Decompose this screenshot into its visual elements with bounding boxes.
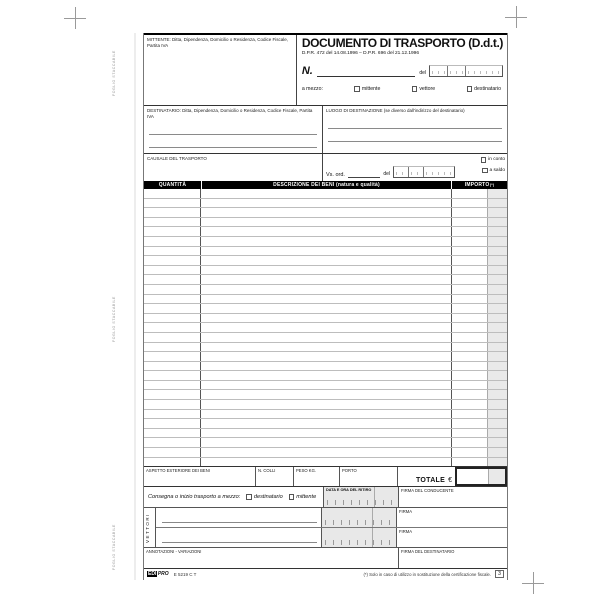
amount-cents-cell — [488, 352, 507, 361]
quantity-cell — [144, 438, 201, 447]
amount-cell — [452, 218, 488, 227]
amount-cents-cell — [488, 237, 507, 246]
by-means-option-label: vettore — [419, 86, 436, 92]
order-row — [326, 166, 455, 178]
option-label: a saldo — [489, 167, 505, 173]
brand-logo-suffix: PRO — [157, 571, 169, 577]
quantity-cell — [144, 333, 201, 342]
amount-header — [452, 181, 507, 189]
amount-cents-cell — [488, 227, 507, 236]
amount-cents-cell — [488, 208, 507, 217]
date-tick-marks — [325, 520, 393, 525]
quantity-cell — [144, 429, 201, 438]
quantity-cell — [144, 247, 201, 256]
goods-table-row — [144, 429, 507, 439]
amount-cell — [452, 362, 488, 371]
amount-cents-cell — [488, 189, 507, 198]
by-means-option-label: mittente — [361, 86, 381, 92]
checkbox-icon — [246, 494, 252, 500]
goods-table-row — [144, 314, 507, 324]
amount-cents-cell — [488, 266, 507, 275]
quantity-cell — [144, 227, 201, 236]
quantity-cell — [144, 237, 201, 246]
packages-cell — [256, 467, 294, 486]
goods-table-row — [144, 371, 507, 381]
transport-reason-box — [144, 154, 323, 181]
goods-table-row — [144, 352, 507, 362]
description-cell — [201, 218, 452, 227]
delivery-option-mittente — [289, 494, 316, 500]
quantity-cell — [144, 266, 201, 275]
amount-cell — [452, 438, 488, 447]
goods-table-row — [144, 304, 507, 314]
carrier-signature-cell — [396, 528, 507, 547]
annotations-cell — [144, 548, 398, 568]
brand-logo: EDI — [148, 571, 157, 577]
by-means-label: a mezzo: — [301, 86, 323, 92]
quantity-cell — [144, 419, 201, 428]
amount-cents-cell — [488, 304, 507, 313]
goods-table-row — [144, 189, 507, 199]
amount-cents-cell — [488, 199, 507, 208]
goods-table-row — [144, 333, 507, 343]
annotations-label: ANNOTAZIONI - VARIAZIONI — [146, 549, 202, 554]
description-cell — [201, 400, 452, 409]
recipient-signature-label: FIRMA DEL DESTINATARIO — [401, 549, 455, 554]
description-header: DESCRIZIONE DEI BENI (natura e qualità) — [202, 181, 451, 189]
fold-mark-text: FOGLIO STACCABILE — [112, 296, 116, 342]
description-cell — [201, 333, 452, 342]
amount-cents-cell — [488, 247, 507, 256]
pickup-datetime-label: DATA E ORA DEL RITIRO — [326, 488, 372, 492]
quantity-cell — [144, 448, 201, 457]
total-label-cell — [398, 467, 455, 486]
amount-cents-cell — [488, 285, 507, 294]
amount-cell — [452, 208, 488, 217]
write-line — [149, 134, 317, 135]
date-tick-marks — [325, 540, 393, 545]
amount-cell — [452, 256, 488, 265]
carrier-name-area — [156, 528, 321, 547]
carrier-signature-label: FIRMA — [399, 529, 413, 534]
description-cell — [201, 323, 452, 332]
description-cell — [201, 390, 452, 399]
product-code: E 5219 C T — [173, 571, 197, 577]
amount-cents-cell — [488, 323, 507, 332]
carriers-label: VETTORI — [145, 513, 150, 543]
document-header-box — [297, 35, 507, 105]
document-number-line — [317, 67, 415, 77]
goods-table-row — [144, 343, 507, 353]
quantity-cell — [144, 400, 201, 409]
goods-table-row — [144, 458, 507, 467]
description-cell — [201, 314, 452, 323]
by-means-option-destinatario — [467, 86, 501, 92]
header-section — [144, 33, 507, 106]
amount-cell — [452, 189, 488, 198]
footnote: (*) Solo in caso di utilizzo in sostituzione della certificazione fiscale. — [363, 571, 491, 577]
crop-mark-bottom-right — [522, 572, 544, 594]
description-cell — [201, 199, 452, 208]
option-a-saldo — [482, 168, 505, 174]
quantity-cell — [144, 390, 201, 399]
amount-cents-cell — [488, 390, 507, 399]
copy-number-box: 3 — [495, 570, 504, 578]
appearance-label: ASPETTO ESTERIORE DEI BENI — [146, 468, 210, 473]
crop-mark-top-right — [505, 6, 527, 28]
amount-cell — [452, 227, 488, 236]
publisher-brand — [147, 571, 196, 577]
write-line — [162, 522, 317, 523]
amount-cell — [452, 381, 488, 390]
summary-section — [144, 467, 507, 487]
amount-cell — [452, 458, 488, 467]
pickup-datetime-cell — [323, 487, 398, 507]
goods-table-row — [144, 390, 507, 400]
amount-cell — [452, 429, 488, 438]
document-date-label: del — [419, 70, 426, 76]
amount-cell — [452, 448, 488, 457]
payment-options — [481, 157, 505, 173]
order-date-box — [393, 166, 455, 178]
amount-cell — [452, 371, 488, 380]
date-cell-year — [424, 167, 454, 177]
goods-table-row — [144, 381, 507, 391]
amount-cents-cell — [488, 256, 507, 265]
checkbox-icon — [354, 86, 360, 92]
amount-cents-cell — [488, 448, 507, 457]
appearance-cell — [144, 467, 256, 486]
sender-label: MITTENTE: Ditta, Dipendenza, Domicilio o Residenza, Codice Fiscale, Partita IVA — [147, 37, 289, 48]
perforation-line — [134, 33, 136, 580]
amount-cents-cell — [488, 400, 507, 409]
description-cell — [201, 352, 452, 361]
carriers-strip — [144, 508, 156, 547]
amount-header-label: IMPORTO — [464, 182, 490, 188]
form-footer — [144, 569, 507, 579]
amount-cell — [452, 352, 488, 361]
transport-document-form — [143, 33, 508, 580]
carrier-signature-cell — [396, 508, 507, 527]
description-cell — [201, 208, 452, 217]
pickup-datetime-cell — [321, 508, 396, 527]
total-amount-main — [457, 469, 488, 484]
amount-cents-cell — [488, 295, 507, 304]
quantity-cell — [144, 314, 201, 323]
goods-table-row — [144, 266, 507, 276]
document-number-label: N. — [301, 65, 313, 77]
annotations-section — [144, 548, 507, 569]
checkbox-icon — [289, 494, 295, 500]
amount-cents-cell — [488, 275, 507, 284]
total-label: TOTALE — [415, 477, 446, 484]
description-cell — [201, 381, 452, 390]
write-line — [328, 128, 502, 129]
amount-cell — [452, 266, 488, 275]
goods-table-row — [144, 400, 507, 410]
carrier-name-area — [156, 508, 321, 527]
quantity-cell — [144, 371, 201, 380]
quantity-cell — [144, 199, 201, 208]
quantity-cell — [144, 285, 201, 294]
amount-cell — [452, 285, 488, 294]
carrier-signature-label: FIRMA — [399, 509, 413, 514]
quantity-cell — [144, 458, 201, 467]
write-line — [328, 141, 502, 142]
by-means-option-label: destinatario — [474, 86, 501, 92]
checkbox-icon — [467, 86, 473, 92]
amount-cell — [452, 275, 488, 284]
checkbox-icon — [482, 168, 488, 174]
quantity-cell — [144, 362, 201, 371]
goods-table-row — [144, 247, 507, 257]
option-in-conto — [481, 157, 505, 163]
description-cell — [201, 438, 452, 447]
goods-table-row — [144, 237, 507, 247]
driver-signature-label: FIRMA DEL CONDUCENTE — [401, 488, 454, 493]
document-title: DOCUMENTO DI TRASPORTO (D.d.t.) — [301, 36, 503, 50]
goods-table-row — [144, 295, 507, 305]
weight-cell — [294, 467, 340, 486]
order-box — [323, 154, 507, 181]
carrier-row — [156, 528, 507, 547]
goods-table-row — [144, 218, 507, 228]
destination-box — [323, 106, 507, 153]
description-cell — [201, 448, 452, 457]
checkbox-icon — [412, 86, 418, 92]
goods-table-row — [144, 256, 507, 266]
delivery-label: Consegna o inizio trasporto a mezzo: — [148, 494, 241, 500]
write-line — [162, 542, 317, 543]
goods-table-row — [144, 419, 507, 429]
carriers-rows — [156, 508, 507, 547]
amount-cell — [452, 410, 488, 419]
date-cell-month — [409, 167, 424, 177]
amount-cell — [452, 237, 488, 246]
quantity-cell — [144, 256, 201, 265]
option-label: in conto — [488, 157, 505, 163]
amount-cents-cell — [488, 343, 507, 352]
recipient-signature-cell — [398, 548, 507, 568]
amount-cell — [452, 390, 488, 399]
law-references: D.P.R. 472 del 14.08.1996 – D.P.R. 696 del 21.12.1996 — [301, 51, 420, 56]
delivery-means-row — [144, 487, 323, 507]
document-number-row — [302, 63, 503, 77]
description-cell — [201, 237, 452, 246]
goods-table-row — [144, 410, 507, 420]
quantity-cell — [144, 275, 201, 284]
total-amount-box — [455, 467, 507, 486]
date-cell-day — [430, 66, 448, 76]
amount-cents-cell — [488, 458, 507, 467]
description-cell — [201, 371, 452, 380]
packages-label: N. COLLI — [258, 468, 276, 473]
goods-table-row — [144, 227, 507, 237]
euro-currency-symbol: € — [448, 477, 452, 484]
goods-table-row — [144, 285, 507, 295]
delivery-option-destinatario — [246, 494, 282, 500]
recipient-label: DESTINATARIO: Ditta, Dipendenza, Domicilio o Residenza, Codice Fiscale, Partita IVA — [147, 108, 313, 119]
goods-table-row — [144, 275, 507, 285]
goods-table-body — [144, 189, 507, 467]
order-line — [348, 172, 380, 178]
description-cell — [201, 343, 452, 352]
quantity-cell — [144, 410, 201, 419]
goods-table-row — [144, 362, 507, 372]
recipient-box — [144, 106, 323, 153]
amount-cell — [452, 304, 488, 313]
goods-table-row — [144, 199, 507, 209]
destination-label: LUOGO DI DESTINAZIONE (se diverso dall'indirizzo del destinatario) — [326, 108, 465, 113]
carrier-row — [156, 508, 507, 528]
order-date-label: del — [383, 171, 390, 177]
description-cell — [201, 304, 452, 313]
quantity-cell — [144, 381, 201, 390]
description-cell — [201, 256, 452, 265]
carriage-label: PORTO — [342, 468, 357, 473]
amount-cents-cell — [488, 371, 507, 380]
description-cell — [201, 362, 452, 371]
by-means-option-vettore — [412, 86, 435, 92]
reason-order-section — [144, 154, 507, 181]
driver-signature-cell — [398, 487, 507, 507]
amount-cell — [452, 247, 488, 256]
goods-table-row — [144, 448, 507, 458]
amount-cents-cell — [488, 419, 507, 428]
description-cell — [201, 410, 452, 419]
by-means-option-mittente — [354, 86, 380, 92]
carriers-section — [144, 508, 507, 548]
amount-cell — [452, 400, 488, 409]
goods-table-header — [144, 181, 507, 189]
description-cell — [201, 189, 452, 198]
write-line — [149, 147, 317, 148]
quantity-cell — [144, 352, 201, 361]
quantity-cell — [144, 218, 201, 227]
amount-cell — [452, 295, 488, 304]
amount-cell — [452, 323, 488, 332]
amount-cents-cell — [488, 438, 507, 447]
goods-table-row — [144, 208, 507, 218]
goods-table-row — [144, 438, 507, 448]
total-amount-cents — [488, 469, 505, 484]
footer-right — [363, 570, 504, 578]
description-cell — [201, 285, 452, 294]
document-date-box — [429, 65, 503, 77]
quantity-cell — [144, 304, 201, 313]
amount-cents-cell — [488, 410, 507, 419]
amount-cents-cell — [488, 429, 507, 438]
description-cell — [201, 429, 452, 438]
sender-box — [144, 35, 297, 105]
amount-cents-cell — [488, 314, 507, 323]
description-cell — [201, 458, 452, 467]
recipient-section — [144, 106, 507, 154]
amount-cell — [452, 333, 488, 342]
description-cell — [201, 275, 452, 284]
by-means-row — [302, 86, 503, 92]
description-cell — [201, 419, 452, 428]
description-cell — [201, 227, 452, 236]
description-cell — [201, 247, 452, 256]
delivery-option-label: mittente — [296, 494, 317, 500]
amount-cell — [452, 199, 488, 208]
description-cell — [201, 295, 452, 304]
amount-cents-cell — [488, 381, 507, 390]
fold-mark-text: FOGLIO STACCABILE — [112, 50, 116, 96]
amount-cents-cell — [488, 333, 507, 342]
pickup-datetime-cell — [321, 528, 396, 547]
checkbox-icon — [481, 157, 487, 163]
amount-cents-cell — [488, 362, 507, 371]
date-cell-month — [448, 66, 466, 76]
crop-mark-top-left — [64, 7, 86, 29]
amount-cell — [452, 314, 488, 323]
weight-label: PESO KG. — [296, 468, 317, 473]
amount-cents-cell — [488, 218, 507, 227]
quantity-cell — [144, 323, 201, 332]
quantity-cell — [144, 295, 201, 304]
fold-mark-text: FOGLIO STACCABILE — [112, 524, 116, 570]
quantity-cell — [144, 343, 201, 352]
quantity-cell — [144, 208, 201, 217]
date-cell-day — [394, 167, 409, 177]
date-cell-year — [466, 66, 502, 76]
date-tick-marks — [327, 500, 395, 505]
description-cell — [201, 266, 452, 275]
transport-reason-label: CAUSALE DEL TRASPORTO — [147, 156, 207, 161]
order-label: Vs. ord. — [326, 172, 345, 178]
delivery-option-label: destinatario — [253, 494, 283, 500]
quantity-cell — [144, 189, 201, 198]
amount-cell — [452, 419, 488, 428]
carriage-cell — [340, 467, 398, 486]
quantity-header: QUANTITÀ — [144, 181, 201, 189]
delivery-section — [144, 487, 507, 508]
amount-cell — [452, 343, 488, 352]
goods-table-row — [144, 323, 507, 333]
amount-header-note: (*) — [489, 183, 495, 187]
